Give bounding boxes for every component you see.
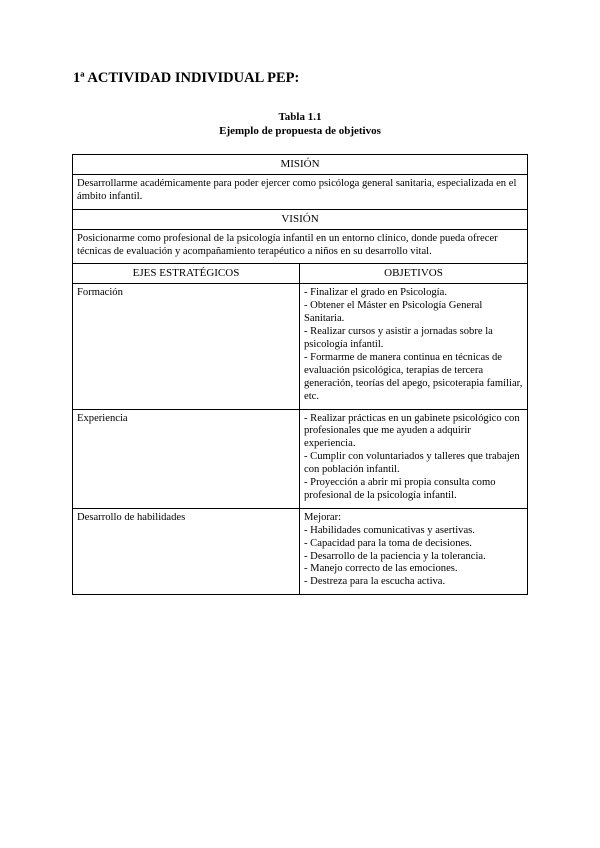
objetivo-item: - Habilidades comunicativas y asertivas. xyxy=(304,524,475,536)
objetivo-item: - Formarme de manera continua en técnicas de evaluación psicológica, terapias de tercera generación, teorías del apego, psicoterapia familiar, etc. xyxy=(304,351,523,402)
objetivo-item: - Desarrollo de la paciencia y la tolerancia. xyxy=(304,550,486,562)
mision-text: Desarrollarme académicamente para poder ejercer como psicóloga general sanitaria, especializada en el ámbito infantil. xyxy=(73,174,528,209)
table-row xyxy=(73,508,528,594)
mision-header-row xyxy=(73,155,528,175)
objetivo-item: - Manejo correcto de las emociones. xyxy=(304,563,458,575)
document-heading: 1ª ACTIVIDAD INDIVIDUAL PEP: xyxy=(73,70,300,86)
objetivo-item: - Capacidad para la toma de decisiones. xyxy=(304,537,472,549)
vision-text-row xyxy=(73,229,528,264)
columns-header-row xyxy=(73,264,528,284)
eje-cell: Experiencia xyxy=(73,409,300,508)
objetivo-item: Mejorar: xyxy=(304,511,342,523)
objetivo-item: - Obtener el Máster en Psicología General Sanitaria. xyxy=(304,300,483,325)
ejes-column-header: EJES ESTRATÉGICOS xyxy=(73,264,300,284)
objetivos-cell xyxy=(300,508,528,594)
objetivo-item: - Proyección a abrir mi propia consulta como profesional de la psicología infantil. xyxy=(304,477,496,501)
objetivos-column-header: OBJETIVOS xyxy=(300,264,528,284)
table-title: Ejemplo de propuesta de objetivos xyxy=(219,125,381,137)
objetivo-item: - Destreza para la escucha activa. xyxy=(304,576,446,588)
eje-cell: Formación xyxy=(73,284,300,409)
mision-header: MISIÓN xyxy=(73,155,528,175)
objetivos-cell xyxy=(300,409,528,508)
objetivos-cell xyxy=(300,284,528,409)
objectives-table xyxy=(72,154,528,595)
objective-rows xyxy=(73,284,528,595)
objetivo-item: - Cumplir con voluntariados y talleres que trabajen con población infantil. xyxy=(304,451,520,476)
eje-cell: Desarrollo de habilidades xyxy=(73,508,300,594)
table-row xyxy=(73,284,528,409)
vision-header: VISIÓN xyxy=(73,209,528,229)
objetivo-item: - Realizar cursos y asistir a jornadas sobre la psicología infantil. xyxy=(304,326,493,350)
vision-header-row xyxy=(73,209,528,229)
vision-text: Posicionarme como profesional de la psicología infantil en un entorno clínico, donde pueda ofrecer técnicas de evaluación y acompañamiento terapéutico a niños en su desarrollo vital. xyxy=(73,229,528,264)
table-number: Tabla 1.1 xyxy=(278,111,322,123)
objetivo-item: - Finalizar el grado en Psicología. xyxy=(304,287,447,299)
table-row xyxy=(73,409,528,508)
mision-text-row xyxy=(73,174,528,209)
objetivo-item: - Realizar prácticas en un gabinete psicológico con profesionales que me ayuden a adquirir experiencia. xyxy=(304,412,520,450)
